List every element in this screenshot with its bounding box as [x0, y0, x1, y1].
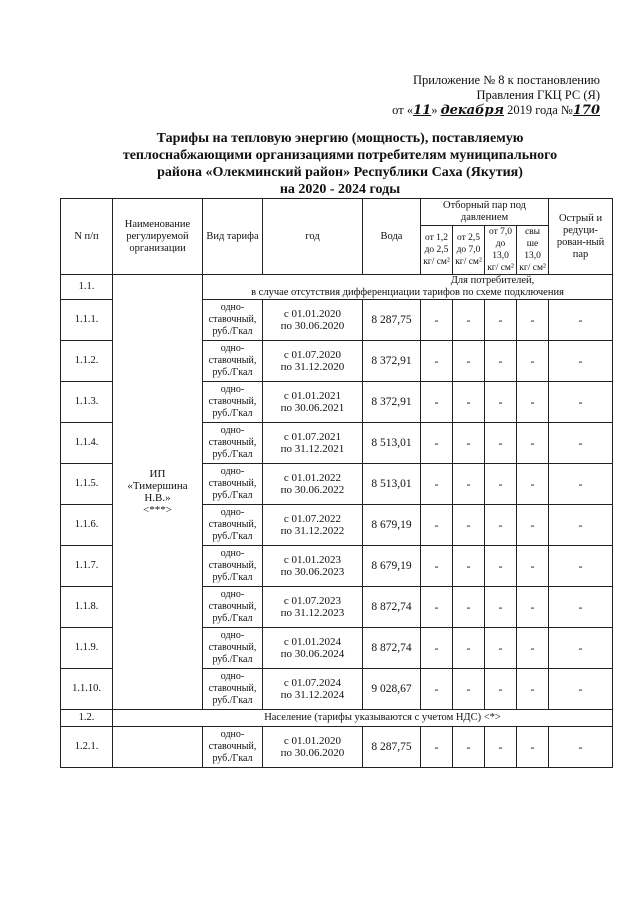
- empty-value-dash: -: [485, 727, 517, 768]
- tariff-type-line: руб./Гкал: [212, 367, 253, 378]
- empty-value-dash: -: [485, 587, 517, 628]
- empty-value-dash: -: [549, 587, 613, 628]
- header-pressure-3: от 7,0 до 13,0 кг/ см²: [485, 226, 517, 275]
- document-title: [70, 130, 610, 198]
- tariff-type-line: руб./Гкал: [212, 531, 253, 542]
- section-num: 1.1.: [61, 275, 113, 300]
- period-from: с 01.07.2020: [283, 349, 342, 361]
- empty-value-dash: -: [549, 546, 613, 587]
- empty-value-dash: -: [517, 300, 549, 341]
- tariff-type-line: одно-: [220, 589, 245, 600]
- tariff-type: [203, 341, 263, 382]
- header-pressure-2: от 2,5 до 7,0 кг/ см²: [453, 226, 485, 275]
- empty-value-dash: -: [485, 628, 517, 669]
- tariff-type: [203, 464, 263, 505]
- tariff-type: [203, 628, 263, 669]
- empty-value-dash: -: [549, 505, 613, 546]
- row-num: 1.1.10.: [61, 669, 113, 710]
- empty-value-dash: -: [421, 423, 453, 464]
- tariff-type: [203, 546, 263, 587]
- empty-value-dash: -: [485, 382, 517, 423]
- header-num: N п/п: [61, 199, 113, 275]
- tariff-type-line: одно-: [220, 302, 245, 313]
- period-from: с 01.01.2022: [283, 472, 342, 484]
- row-num: 1.1.2.: [61, 341, 113, 382]
- period: [263, 300, 363, 341]
- tariff-type-line: одно-: [220, 425, 245, 436]
- period: [263, 505, 363, 546]
- empty-value-dash: -: [485, 669, 517, 710]
- section-row: [61, 275, 613, 300]
- row-num: 1.1.8.: [61, 587, 113, 628]
- empty-value-dash: -: [517, 587, 549, 628]
- row-num: 1.1.7.: [61, 546, 113, 587]
- tariff-type-line: ставочный,: [208, 642, 257, 653]
- empty-value-dash: -: [453, 669, 485, 710]
- title-line-2: теплоснабжающими организациями потребителям муниципального: [122, 148, 558, 163]
- annex-line-2: Правления ГКЦ РС (Я): [476, 88, 600, 102]
- period-to: по 30.06.2022: [280, 484, 345, 496]
- empty-value-dash: -: [517, 464, 549, 505]
- empty-value-dash: -: [453, 341, 485, 382]
- period-from: с 01.07.2021: [283, 431, 342, 443]
- water-tariff: 8 287,75: [363, 727, 421, 768]
- period: [263, 382, 363, 423]
- tariff-type: [203, 727, 263, 768]
- empty-value-dash: -: [421, 300, 453, 341]
- period: [263, 546, 363, 587]
- tariff-type-line: ставочный,: [208, 478, 257, 489]
- title-line-3: района «Олекминский район» Республики Саха (Якутия): [157, 165, 523, 180]
- tariff-type-line: ставочный,: [208, 314, 257, 325]
- empty-value-dash: -: [549, 669, 613, 710]
- annex-line-1: Приложение № 8 к постановлению: [413, 73, 600, 87]
- water-tariff: 9 028,67: [363, 669, 421, 710]
- empty-value-dash: -: [453, 587, 485, 628]
- section-row: [61, 710, 613, 727]
- row-num: 1.1.1.: [61, 300, 113, 341]
- section-title-line-2: в случае отсутствия дифференциации тарифов по схеме подключения: [251, 287, 564, 298]
- tariff-type: [203, 382, 263, 423]
- tariff-type-line: ставочный,: [208, 601, 257, 612]
- row-num: 1.1.3.: [61, 382, 113, 423]
- empty-value-dash: -: [549, 464, 613, 505]
- empty-value-dash: -: [421, 727, 453, 768]
- empty-value-dash: -: [517, 727, 549, 768]
- org-name-line: «Тимершина: [127, 480, 188, 492]
- water-tariff: 8 872,74: [363, 628, 421, 669]
- period-from: с 01.07.2023: [283, 595, 342, 607]
- empty-value-dash: -: [517, 505, 549, 546]
- empty-value-dash: -: [485, 341, 517, 382]
- tariff-type-line: руб./Гкал: [212, 695, 253, 706]
- empty-value-dash: -: [453, 300, 485, 341]
- tariff-type-line: одно-: [220, 507, 245, 518]
- period: [263, 587, 363, 628]
- empty-value-dash: -: [421, 341, 453, 382]
- header-pressure-4: свы ше 13,0 кг/ см²: [517, 226, 549, 275]
- empty-value-dash: -: [549, 300, 613, 341]
- org-name-line: ИП: [149, 468, 166, 480]
- period: [263, 669, 363, 710]
- tariff-type-line: одно-: [220, 384, 245, 395]
- period-to: по 31.12.2021: [280, 443, 345, 455]
- org-cell-empty: [113, 727, 203, 768]
- empty-value-dash: -: [517, 382, 549, 423]
- empty-value-dash: -: [421, 546, 453, 587]
- empty-value-dash: -: [549, 727, 613, 768]
- annex-number: 170: [572, 103, 600, 118]
- header-water: Вода: [363, 199, 421, 275]
- period: [263, 464, 363, 505]
- period: [263, 727, 363, 768]
- period: [263, 423, 363, 464]
- tariff-type: [203, 587, 263, 628]
- section-title: [203, 275, 613, 300]
- empty-value-dash: -: [517, 628, 549, 669]
- period-from: с 01.07.2024: [283, 677, 342, 689]
- water-tariff: 8 679,19: [363, 505, 421, 546]
- row-num: 1.1.4.: [61, 423, 113, 464]
- water-tariff: 8 513,01: [363, 423, 421, 464]
- period: [263, 341, 363, 382]
- tariff-type-line: руб./Гкал: [212, 408, 253, 419]
- tariff-type-line: ставочный,: [208, 519, 257, 530]
- header-pressure-1: от 1,2 до 2,5 кг/ см²: [421, 226, 453, 275]
- empty-value-dash: -: [485, 300, 517, 341]
- period-from: с 01.07.2022: [283, 513, 342, 525]
- tariff-type-line: ставочный,: [208, 355, 257, 366]
- tariff-type-line: ставочный,: [208, 560, 257, 571]
- tariff-type-line: одно-: [220, 343, 245, 354]
- header-year: год: [263, 199, 363, 275]
- tariff-type-line: руб./Гкал: [212, 613, 253, 624]
- tariff-type-line: руб./Гкал: [212, 654, 253, 665]
- row-num: 1.1.6.: [61, 505, 113, 546]
- tariff-type-line: руб./Гкал: [212, 490, 253, 501]
- empty-value-dash: -: [453, 628, 485, 669]
- empty-value-dash: -: [517, 669, 549, 710]
- water-tariff: 8 372,91: [363, 382, 421, 423]
- tariff-type-line: ставочный,: [208, 437, 257, 448]
- period-to: по 31.12.2023: [280, 607, 345, 619]
- header-org: Наименование регулируемой организации: [113, 199, 203, 275]
- section-title-line-1: Население (тарифы указываются с учетом НДС) <*>: [264, 712, 501, 723]
- annex-header: [340, 73, 600, 118]
- period-from: с 01.01.2023: [283, 554, 342, 566]
- row-num: 1.1.5.: [61, 464, 113, 505]
- section-title: [113, 710, 613, 727]
- tariff-type-line: одно-: [220, 548, 245, 559]
- tariff-type: [203, 505, 263, 546]
- empty-value-dash: -: [517, 423, 549, 464]
- annex-date-day: 11: [413, 103, 432, 118]
- empty-value-dash: -: [549, 341, 613, 382]
- title-line-1: Тарифы на тепловую энергию (мощность), поставляемую: [156, 131, 524, 146]
- period: [263, 628, 363, 669]
- water-tariff: 8 287,75: [363, 300, 421, 341]
- water-tariff: 8 872,74: [363, 587, 421, 628]
- period-to: по 30.06.2024: [280, 648, 345, 660]
- org-name-line: <***>: [143, 504, 172, 516]
- period-to: по 31.12.2020: [280, 361, 345, 373]
- empty-value-dash: -: [549, 423, 613, 464]
- period-to: по 30.06.2023: [280, 566, 345, 578]
- tariff-type-line: ставочный,: [208, 683, 257, 694]
- tariff-type: [203, 669, 263, 710]
- header-steam: Отборный пар под давлением: [421, 199, 549, 226]
- header-sharp-steam: Острый и редуци-рован-ный пар: [549, 199, 613, 275]
- empty-value-dash: -: [421, 628, 453, 669]
- period-to: по 31.12.2024: [280, 689, 345, 701]
- empty-value-dash: -: [517, 546, 549, 587]
- tariff-type-line: одно-: [220, 630, 245, 641]
- org-name-line: Н.В.»: [144, 492, 171, 504]
- annex-date-month: декабря: [440, 103, 504, 118]
- empty-value-dash: -: [485, 546, 517, 587]
- water-tariff: 8 513,01: [363, 464, 421, 505]
- period-from: с 01.01.2020: [283, 308, 342, 320]
- period-from: с 01.01.2021: [283, 390, 342, 402]
- tariff-type-line: руб./Гкал: [212, 449, 253, 460]
- empty-value-dash: -: [485, 464, 517, 505]
- tariff-type: [203, 300, 263, 341]
- row-num: 1.2.1.: [61, 727, 113, 768]
- tariff-type-line: руб./Гкал: [212, 753, 253, 764]
- title-line-4: на 2020 - 2024 годы: [279, 182, 401, 197]
- empty-value-dash: -: [453, 505, 485, 546]
- tariff-table: [60, 198, 613, 768]
- period-to: по 30.06.2020: [280, 320, 345, 332]
- tariff-type-line: одно-: [220, 729, 245, 740]
- period-to: по 30.06.2021: [280, 402, 345, 414]
- annex-date-line: от «11» декабря 2019 года №170: [392, 103, 600, 118]
- period-to: по 30.06.2020: [280, 747, 345, 759]
- section-title-line-1: Для потребителей,: [450, 275, 535, 286]
- empty-value-dash: -: [517, 341, 549, 382]
- empty-value-dash: -: [549, 628, 613, 669]
- org-name: [113, 275, 203, 710]
- table-row: [61, 727, 613, 768]
- empty-value-dash: -: [485, 505, 517, 546]
- tariff-type-line: одно-: [220, 671, 245, 682]
- tariff-type: [203, 423, 263, 464]
- tariff-type-line: руб./Гкал: [212, 326, 253, 337]
- tariff-type-line: одно-: [220, 466, 245, 477]
- tariff-type-line: ставочный,: [208, 396, 257, 407]
- tariff-type-line: ставочный,: [208, 741, 257, 752]
- tariff-type-line: руб./Гкал: [212, 572, 253, 583]
- period-from: с 01.01.2024: [283, 636, 342, 648]
- empty-value-dash: -: [453, 464, 485, 505]
- water-tariff: 8 372,91: [363, 341, 421, 382]
- empty-value-dash: -: [549, 382, 613, 423]
- header-type: Вид тарифа: [203, 199, 263, 275]
- row-num: 1.1.9.: [61, 628, 113, 669]
- empty-value-dash: -: [453, 546, 485, 587]
- empty-value-dash: -: [421, 382, 453, 423]
- period-from: с 01.01.2020: [283, 735, 342, 747]
- empty-value-dash: -: [421, 587, 453, 628]
- section-num: 1.2.: [61, 710, 113, 727]
- empty-value-dash: -: [421, 464, 453, 505]
- water-tariff: 8 679,19: [363, 546, 421, 587]
- empty-value-dash: -: [453, 423, 485, 464]
- empty-value-dash: -: [453, 382, 485, 423]
- empty-value-dash: -: [421, 505, 453, 546]
- period-to: по 31.12.2022: [280, 525, 345, 537]
- empty-value-dash: -: [453, 727, 485, 768]
- empty-value-dash: -: [485, 423, 517, 464]
- empty-value-dash: -: [421, 669, 453, 710]
